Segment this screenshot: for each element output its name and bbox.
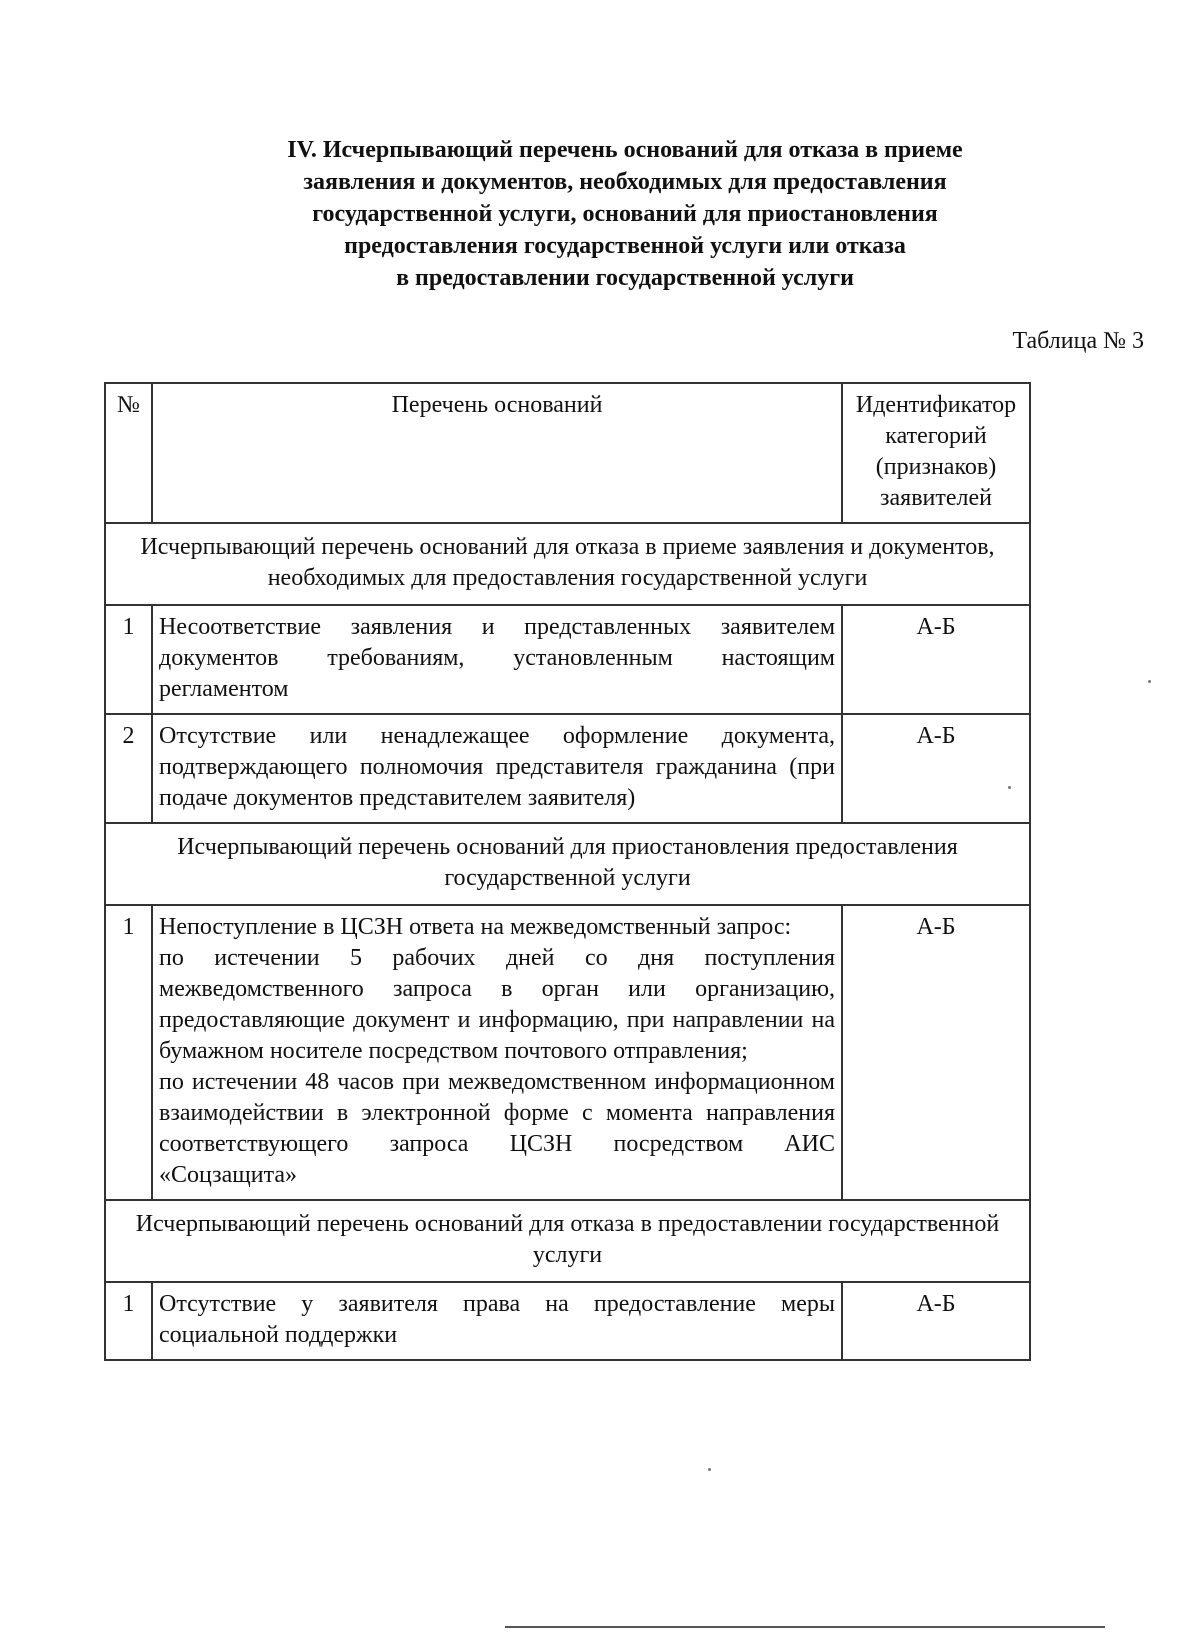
row-number: 1 xyxy=(105,905,152,1200)
grounds-paragraph: по истечении 48 часов при межведомственном информационном взаимодействии в электронной форме с момента направления соответствующего запроса ЦСЗН посредством АИС «Соцзащита» xyxy=(159,1069,835,1188)
header-identifier: Идентификатор категорий (признаков) заявителей xyxy=(842,383,1030,523)
page-edge-line xyxy=(505,1626,1105,1628)
header-number: № xyxy=(105,383,152,523)
header-grounds: Перечень оснований xyxy=(152,383,842,523)
heading-line: предоставления государственной услуги или отказа xyxy=(344,233,906,259)
heading-line: IV. Исчерпывающий перечень оснований для отказа в приеме xyxy=(287,137,963,163)
row-identifier: А-Б xyxy=(842,714,1030,823)
grounds-paragraph: Отсутствие у заявителя права на предоставление меры социальной поддержки xyxy=(159,1291,835,1348)
grounds-paragraph: Непоступление в ЦСЗН ответа на межведомственный запрос: xyxy=(159,914,792,940)
scan-speck xyxy=(1008,786,1011,789)
row-identifier: А-Б xyxy=(842,1282,1030,1360)
row-number: 2 xyxy=(105,714,152,823)
table-row xyxy=(105,714,1030,823)
grounds-paragraph: Отсутствие или ненадлежащее оформление документа, подтверждающего полномочия представителя гражданина (при подаче документов представителем заявителя) xyxy=(159,723,835,811)
heading-line: заявления и документов, необходимых для предоставления xyxy=(303,169,947,195)
table-row xyxy=(105,605,1030,714)
row-number: 1 xyxy=(105,1282,152,1360)
table-header-row xyxy=(105,383,1030,523)
section-row xyxy=(105,523,1030,605)
table-row xyxy=(105,905,1030,1200)
table-caption: Таблица № 3 xyxy=(1012,328,1144,354)
table-row xyxy=(105,1282,1030,1360)
row-grounds xyxy=(152,1282,842,1360)
row-identifier: А-Б xyxy=(842,605,1030,714)
document-heading xyxy=(180,134,1070,294)
grounds-table xyxy=(104,382,1031,1361)
grounds-paragraph: по истечении 5 рабочих дней со дня поступления межведомственного запроса в орган или организацию, предоставляющие документ и информацию, при направлении на бумажном носителе посредством почтового отправления; xyxy=(159,945,835,1064)
section-row xyxy=(105,1200,1030,1282)
scan-speck xyxy=(708,1468,711,1471)
row-identifier: А-Б xyxy=(842,905,1030,1200)
row-grounds xyxy=(152,905,842,1200)
row-number: 1 xyxy=(105,605,152,714)
scan-speck xyxy=(1148,680,1151,683)
section-title: Исчерпывающий перечень оснований для приостановления предоставления государственной услуги xyxy=(105,823,1030,905)
section-title: Исчерпывающий перечень оснований для отказа в приеме заявления и документов, необходимых для предоставления государственной услуги xyxy=(105,523,1030,605)
section-title: Исчерпывающий перечень оснований для отказа в предоставлении государственной услуги xyxy=(105,1200,1030,1282)
heading-line: государственной услуги, оснований для приостановления xyxy=(312,201,938,227)
grounds-paragraph: Несоответствие заявления и представленных заявителем документов требованиям, установленным настоящим регламентом xyxy=(159,614,835,702)
row-grounds xyxy=(152,714,842,823)
section-row xyxy=(105,823,1030,905)
heading-line: в предоставлении государственной услуги xyxy=(396,265,854,291)
row-grounds xyxy=(152,605,842,714)
